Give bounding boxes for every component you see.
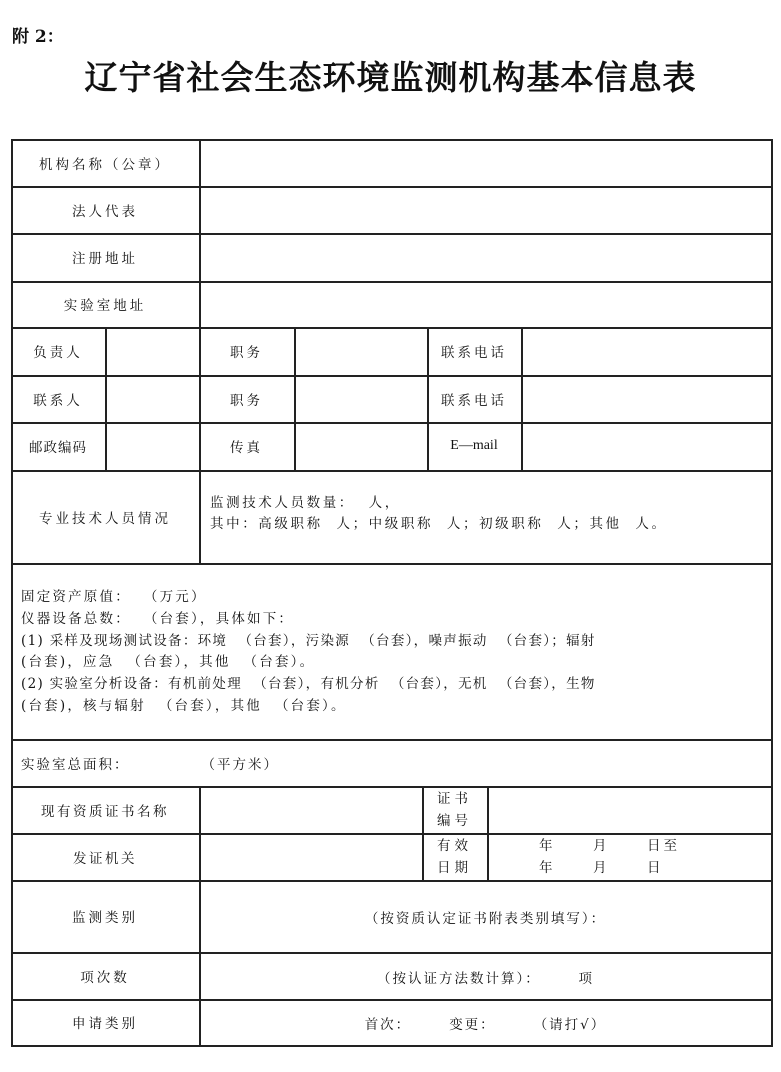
- change-option[interactable]: 变更：: [449, 1017, 496, 1033]
- email-field[interactable]: [523, 424, 770, 470]
- legal-rep-field[interactable]: [201, 188, 770, 233]
- contact-person-field[interactable]: [107, 377, 199, 422]
- lab-area-row[interactable]: [11, 739, 771, 786]
- category-label: 监测类别: [72, 910, 138, 926]
- postal-code-label: 邮政编码: [29, 440, 87, 456]
- lab-equipment-line: (2) 实验室分析设备：有机前处理 （台套），有机分析 （台套），无机 （台套），生物: [21, 676, 596, 693]
- position-field[interactable]: [296, 377, 427, 422]
- lab-address-label: 实验室地址: [63, 298, 147, 314]
- cert-number-label-line2: 编号: [437, 812, 472, 829]
- reg-address-field[interactable]: [201, 235, 770, 281]
- lab-equipment-line-cont: (台套)，核与辐射 （台套），其他 （台套）。: [21, 697, 347, 714]
- org-name-label: 机构名称（公章）: [39, 156, 171, 173]
- issuer-field[interactable]: [201, 835, 422, 880]
- validity-label: [422, 833, 487, 880]
- date-from: [539, 835, 701, 857]
- issuer-label: 发证机关: [73, 850, 137, 867]
- items-count-label: 项次数: [80, 969, 130, 986]
- person-in-charge-field[interactable]: [107, 329, 199, 375]
- lab-area-unit: （平方米）: [201, 756, 279, 773]
- phone-field[interactable]: [523, 329, 770, 375]
- date-to: [539, 857, 701, 879]
- org-name-field[interactable]: [201, 141, 770, 186]
- position-label: 职务: [230, 392, 263, 409]
- staff-count-line: 监测技术人员数量： 人，: [210, 495, 401, 511]
- application-type-field: [201, 1001, 770, 1045]
- lab-address-field[interactable]: [201, 283, 770, 327]
- validity-label-line1: 有效: [437, 837, 472, 854]
- fixed-assets-line: 固定资产原值： （万元）: [21, 589, 207, 605]
- check-note: （请打√）: [533, 1017, 607, 1033]
- position-label: 职务: [230, 345, 263, 361]
- staff-label: 专业技术人员情况: [39, 510, 171, 527]
- fax-field[interactable]: [296, 424, 427, 470]
- phone-label: 联系电话: [441, 345, 507, 361]
- table-border-right: [771, 139, 773, 1047]
- month-label: 月: [593, 837, 610, 854]
- first-time-option[interactable]: 首次：: [364, 1017, 412, 1033]
- category-field[interactable]: （按资质认定证书附表类别填写）：: [364, 911, 607, 927]
- postal-code-field[interactable]: [107, 424, 199, 470]
- person-in-charge-label: 负责人: [33, 345, 83, 361]
- row-divider: [11, 563, 772, 565]
- year-label: 年: [539, 859, 556, 876]
- cert-name-label: 现有资质证书名称: [41, 803, 169, 820]
- staff-details[interactable]: [201, 484, 770, 544]
- position-field[interactable]: [296, 329, 427, 375]
- month-label: 月: [593, 859, 610, 876]
- field-equipment-line: (1) 采样及现场测试设备：环境 （台套），污染源 （台套），噪声振动 （台套）；辐射: [21, 632, 596, 649]
- phone-label: 联系电话: [441, 392, 507, 409]
- items-count-field[interactable]: （按认证方法数计算）： 项: [377, 970, 594, 987]
- assets-section[interactable]: [11, 587, 771, 718]
- day-label: 日: [647, 859, 664, 876]
- email-label: E—mail: [450, 438, 498, 453]
- phone-field[interactable]: [523, 377, 770, 422]
- page-title: 辽宁省社会生态环境监测机构基本信息表: [84, 58, 697, 97]
- staff-breakdown-line: 其中：高级职称 人；中级职称 人；初级职称 人；其他 人。: [210, 516, 668, 532]
- attachment-label: 附 2：: [12, 27, 64, 47]
- reg-address-label: 注册地址: [72, 251, 138, 267]
- application-type-label: 申请类别: [72, 1016, 138, 1032]
- cert-number-label: [422, 786, 487, 833]
- equipment-total-line: 仪器设备总数： （台套），具体如下：: [21, 610, 295, 627]
- lab-area-label: 实验室总面积：: [21, 756, 130, 773]
- fax-label: 传真: [230, 440, 263, 456]
- cert-number-field[interactable]: [489, 788, 770, 833]
- cert-number-label-line1: 证书: [437, 790, 472, 807]
- year-label: 年: [539, 837, 556, 854]
- contact-person-label: 联系人: [33, 392, 83, 409]
- validity-label-line2: 日期: [437, 859, 472, 876]
- day-label: 日至: [647, 837, 680, 854]
- field-equipment-line-cont: (台套)，应急 （台套），其他 （台套）。: [21, 654, 316, 671]
- table-border-bottom: [11, 1045, 772, 1047]
- validity-dates[interactable]: [489, 833, 770, 880]
- cert-name-field[interactable]: [201, 788, 422, 833]
- legal-rep-label: 法人代表: [72, 203, 138, 220]
